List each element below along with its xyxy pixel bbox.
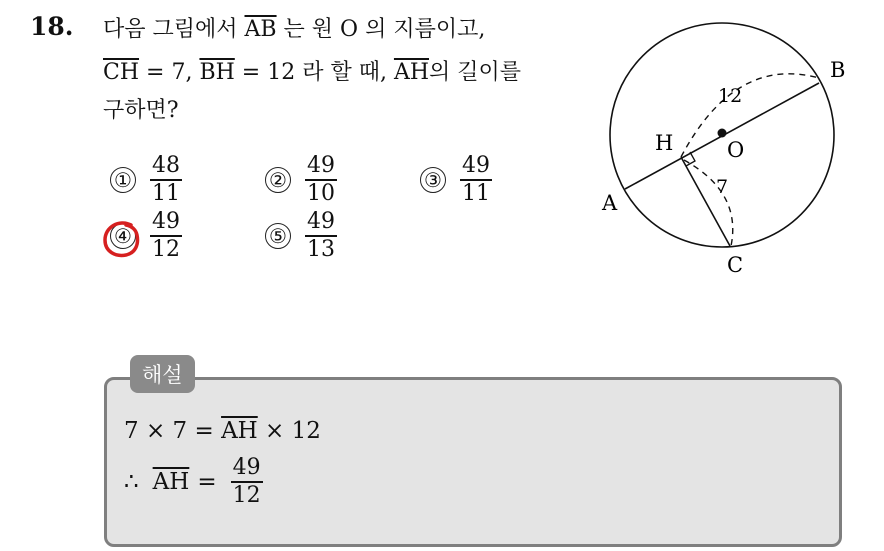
arc-hc xyxy=(684,160,733,246)
solution-tag: 해설 xyxy=(130,355,195,393)
question-line-2: $\overline{CH} = 7$, $\overline{BH} = 12$ 라 할 때, $\overline{AH}$의 길이를 xyxy=(103,60,522,85)
length-12-label: 12 xyxy=(718,85,743,107)
label-o: O xyxy=(727,138,745,162)
solution-fraction: $\frac{49}{12}$ xyxy=(232,455,261,508)
solution-line-1: $7 \times 7 = \overline{AH} \times 12$ xyxy=(124,418,321,444)
choice-number: ② xyxy=(265,167,291,193)
segment-ah: $\overline{AH}$ xyxy=(152,468,190,495)
choice-fraction: $\frac{49}{12}$ xyxy=(152,209,180,262)
choice-4[interactable] xyxy=(110,209,182,263)
choice-number: ④ xyxy=(110,223,136,249)
choice-3[interactable] xyxy=(420,153,492,207)
segment-ah: $\overline{AH}$ xyxy=(393,60,430,85)
segment-hc xyxy=(681,157,730,246)
circle-diagram xyxy=(590,5,850,285)
choice-2[interactable] xyxy=(265,153,337,207)
center-point-o xyxy=(718,129,727,138)
choice-5[interactable] xyxy=(265,209,337,263)
label-c: C xyxy=(727,253,744,277)
choice-fraction: $\frac{48}{11}$ xyxy=(152,153,180,206)
segment-ab: $\overline{AB}$ xyxy=(244,17,277,42)
question-line-3: 구하면? xyxy=(103,98,179,123)
label-h: H xyxy=(655,131,674,155)
label-b: B xyxy=(830,58,846,82)
choice-number: ① xyxy=(110,167,136,193)
choice-number: ⑤ xyxy=(265,223,291,249)
question-number: 18. xyxy=(30,12,74,41)
choice-number: ③ xyxy=(420,167,446,193)
segment-ah: $\overline{AH}$ xyxy=(221,418,258,444)
segment-bh: $\overline{BH}$ xyxy=(199,60,235,85)
choice-fraction: $\frac{49}{13}$ xyxy=(307,209,335,262)
label-a: A xyxy=(602,191,618,215)
therefore-symbol: ∴ xyxy=(124,468,139,495)
solution-line-2 xyxy=(124,455,263,509)
arc-bh xyxy=(681,74,819,157)
equals-sign: = xyxy=(197,468,217,495)
length-7-label: 7 xyxy=(716,176,729,198)
segment-ch: $\overline{CH}$ xyxy=(103,60,140,85)
choice-1[interactable] xyxy=(110,153,182,207)
question-line-1: 다음 그림에서 $\overline{AB}$ 는 원 O 의 지름이고, xyxy=(103,17,486,42)
choice-fraction: $\frac{49}{11}$ xyxy=(462,153,490,206)
choice-fraction: $\frac{49}{10}$ xyxy=(307,153,335,206)
